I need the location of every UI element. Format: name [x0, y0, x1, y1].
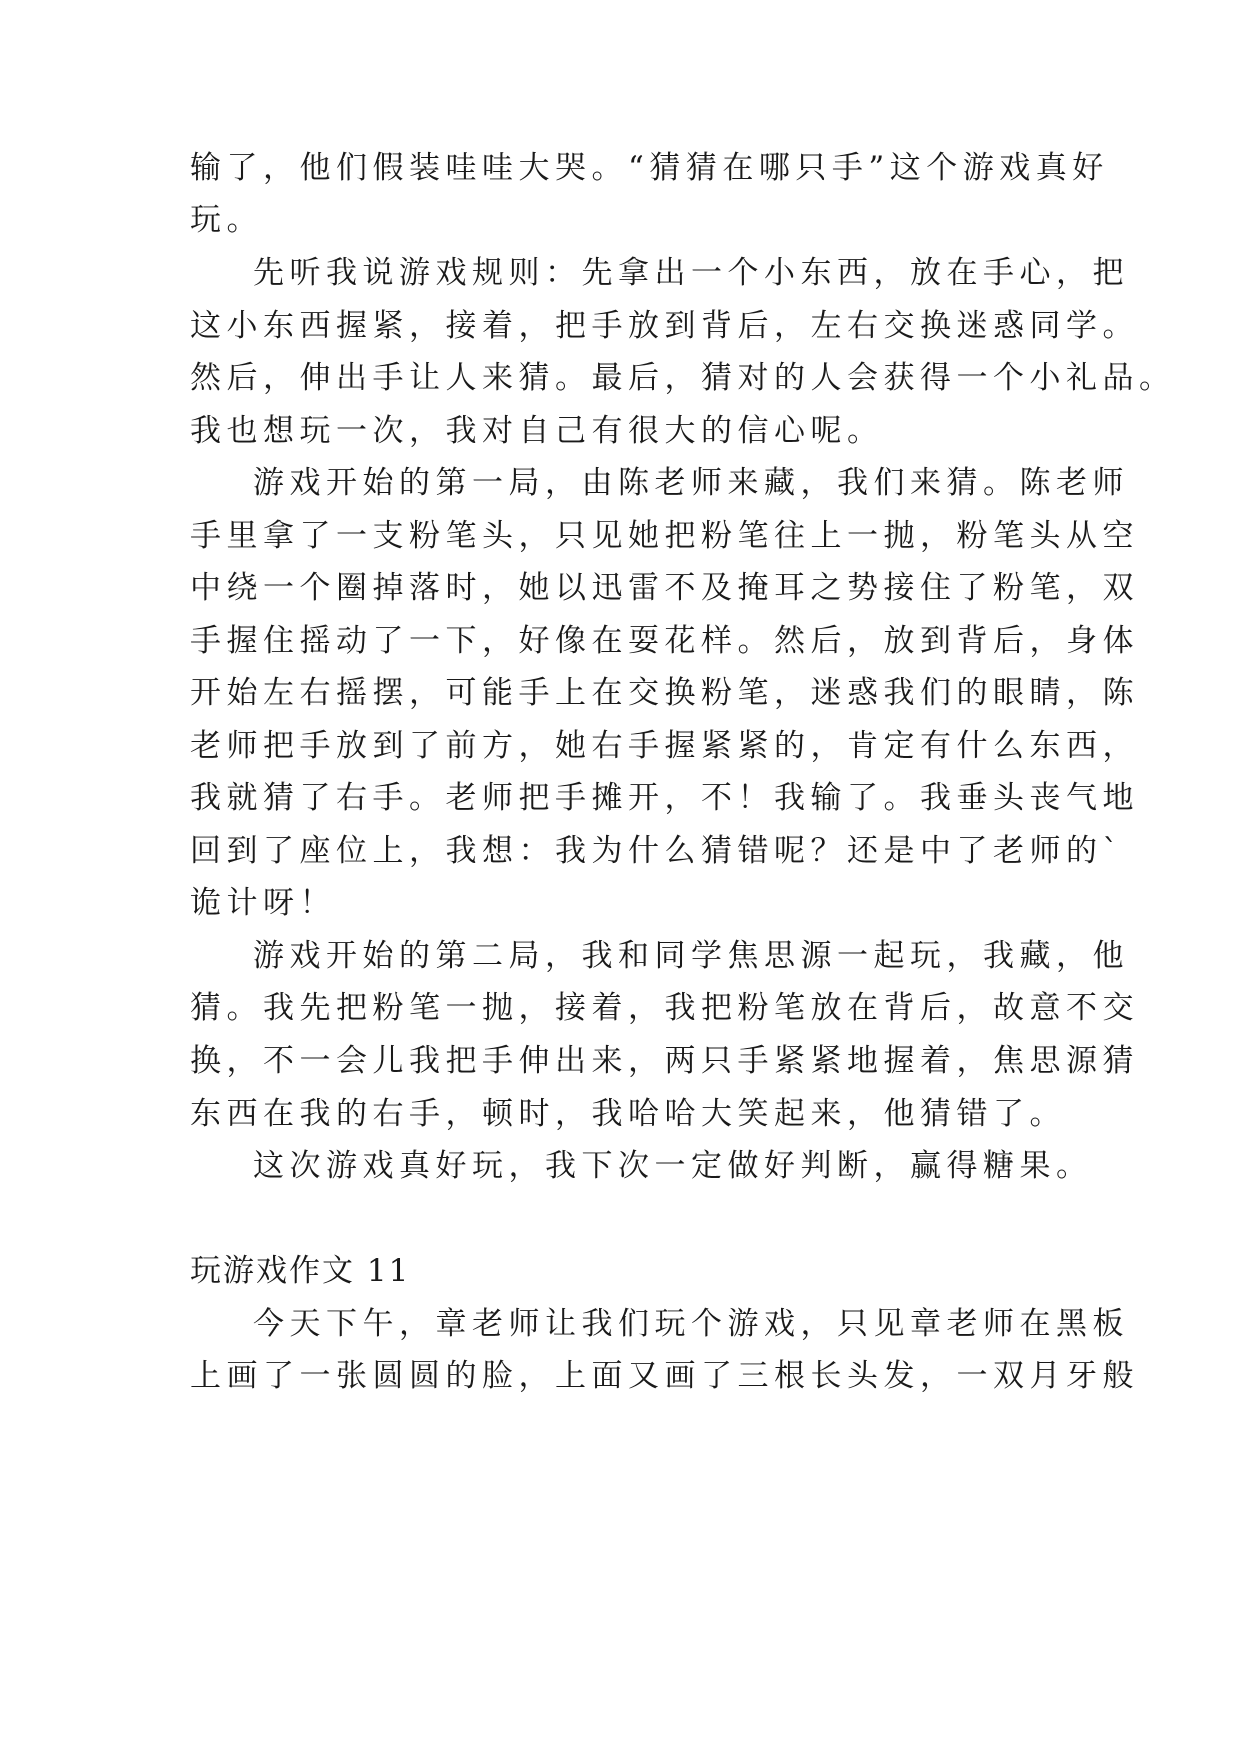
text-line: 换，不一会儿我把手伸出来，两只手紧紧地握着，焦思源猜 — [190, 1043, 1139, 1079]
text-line: 手握住摇动了一下，好像在耍花样。然后，放到背后，身体 — [190, 623, 1139, 659]
text-line: 老师把手放到了前方，她右手握紧紧的，肯定有什么东西， — [190, 728, 1139, 764]
text-line: 这次游戏真好玩，我下次一定做好判断，赢得糖果。 — [253, 1148, 1093, 1184]
text-line: 游戏开始的第一局，由陈老师来藏，我们来猜。陈老师 — [253, 465, 1129, 501]
text-line: 先听我说游戏规则：先拿出一个小东西，放在手心，把 — [253, 255, 1129, 291]
text-line: 手里拿了一支粉笔头，只见她把粉笔往上一抛，粉笔头从空 — [190, 518, 1139, 554]
text-line: 诡计呀！ — [190, 885, 336, 921]
text-line: 猜。我先把粉笔一抛，接着，我把粉笔放在背后，故意不交 — [190, 990, 1139, 1026]
section-heading: 玩游戏作文 11 — [190, 1253, 411, 1289]
text-line: 回到了座位上，我想：我为什么猜错呢？还是中了老师的` — [190, 833, 1124, 869]
text-line: 今天下午，章老师让我们玩个游戏，只见章老师在黑板 — [253, 1306, 1129, 1342]
text-line: 然后，伸出手让人来猜。最后，猜对的人会获得一个小礼品。 — [190, 360, 1176, 396]
text-line: 输了，他们假装哇哇大哭。“猜猜在哪只手”这个游戏真好 — [190, 150, 1109, 186]
text-line: 中绕一个圈掉落时，她以迅雷不及掩耳之势接住了粉笔，双 — [190, 570, 1139, 606]
text-line: 上画了一张圆圆的脸，上面又画了三根长头发，一双月牙般 — [190, 1358, 1139, 1394]
text-line: 东西在我的右手，顿时，我哈哈大笑起来，他猜错了。 — [190, 1096, 1066, 1132]
text-line: 这小东西握紧，接着，把手放到背后，左右交换迷惑同学。 — [190, 308, 1139, 344]
text-line: 我就猜了右手。老师把手摊开，不！我输了。我垂头丧气地 — [190, 780, 1139, 816]
text-line: 开始左右摇摆，可能手上在交换粉笔，迷惑我们的眼睛，陈 — [190, 675, 1139, 711]
text-line: 游戏开始的第二局，我和同学焦思源一起玩，我藏，他 — [253, 938, 1129, 974]
text-line: 玩。 — [190, 202, 263, 238]
text-line: 我也想玩一次，我对自己有很大的信心呢。 — [190, 413, 884, 449]
